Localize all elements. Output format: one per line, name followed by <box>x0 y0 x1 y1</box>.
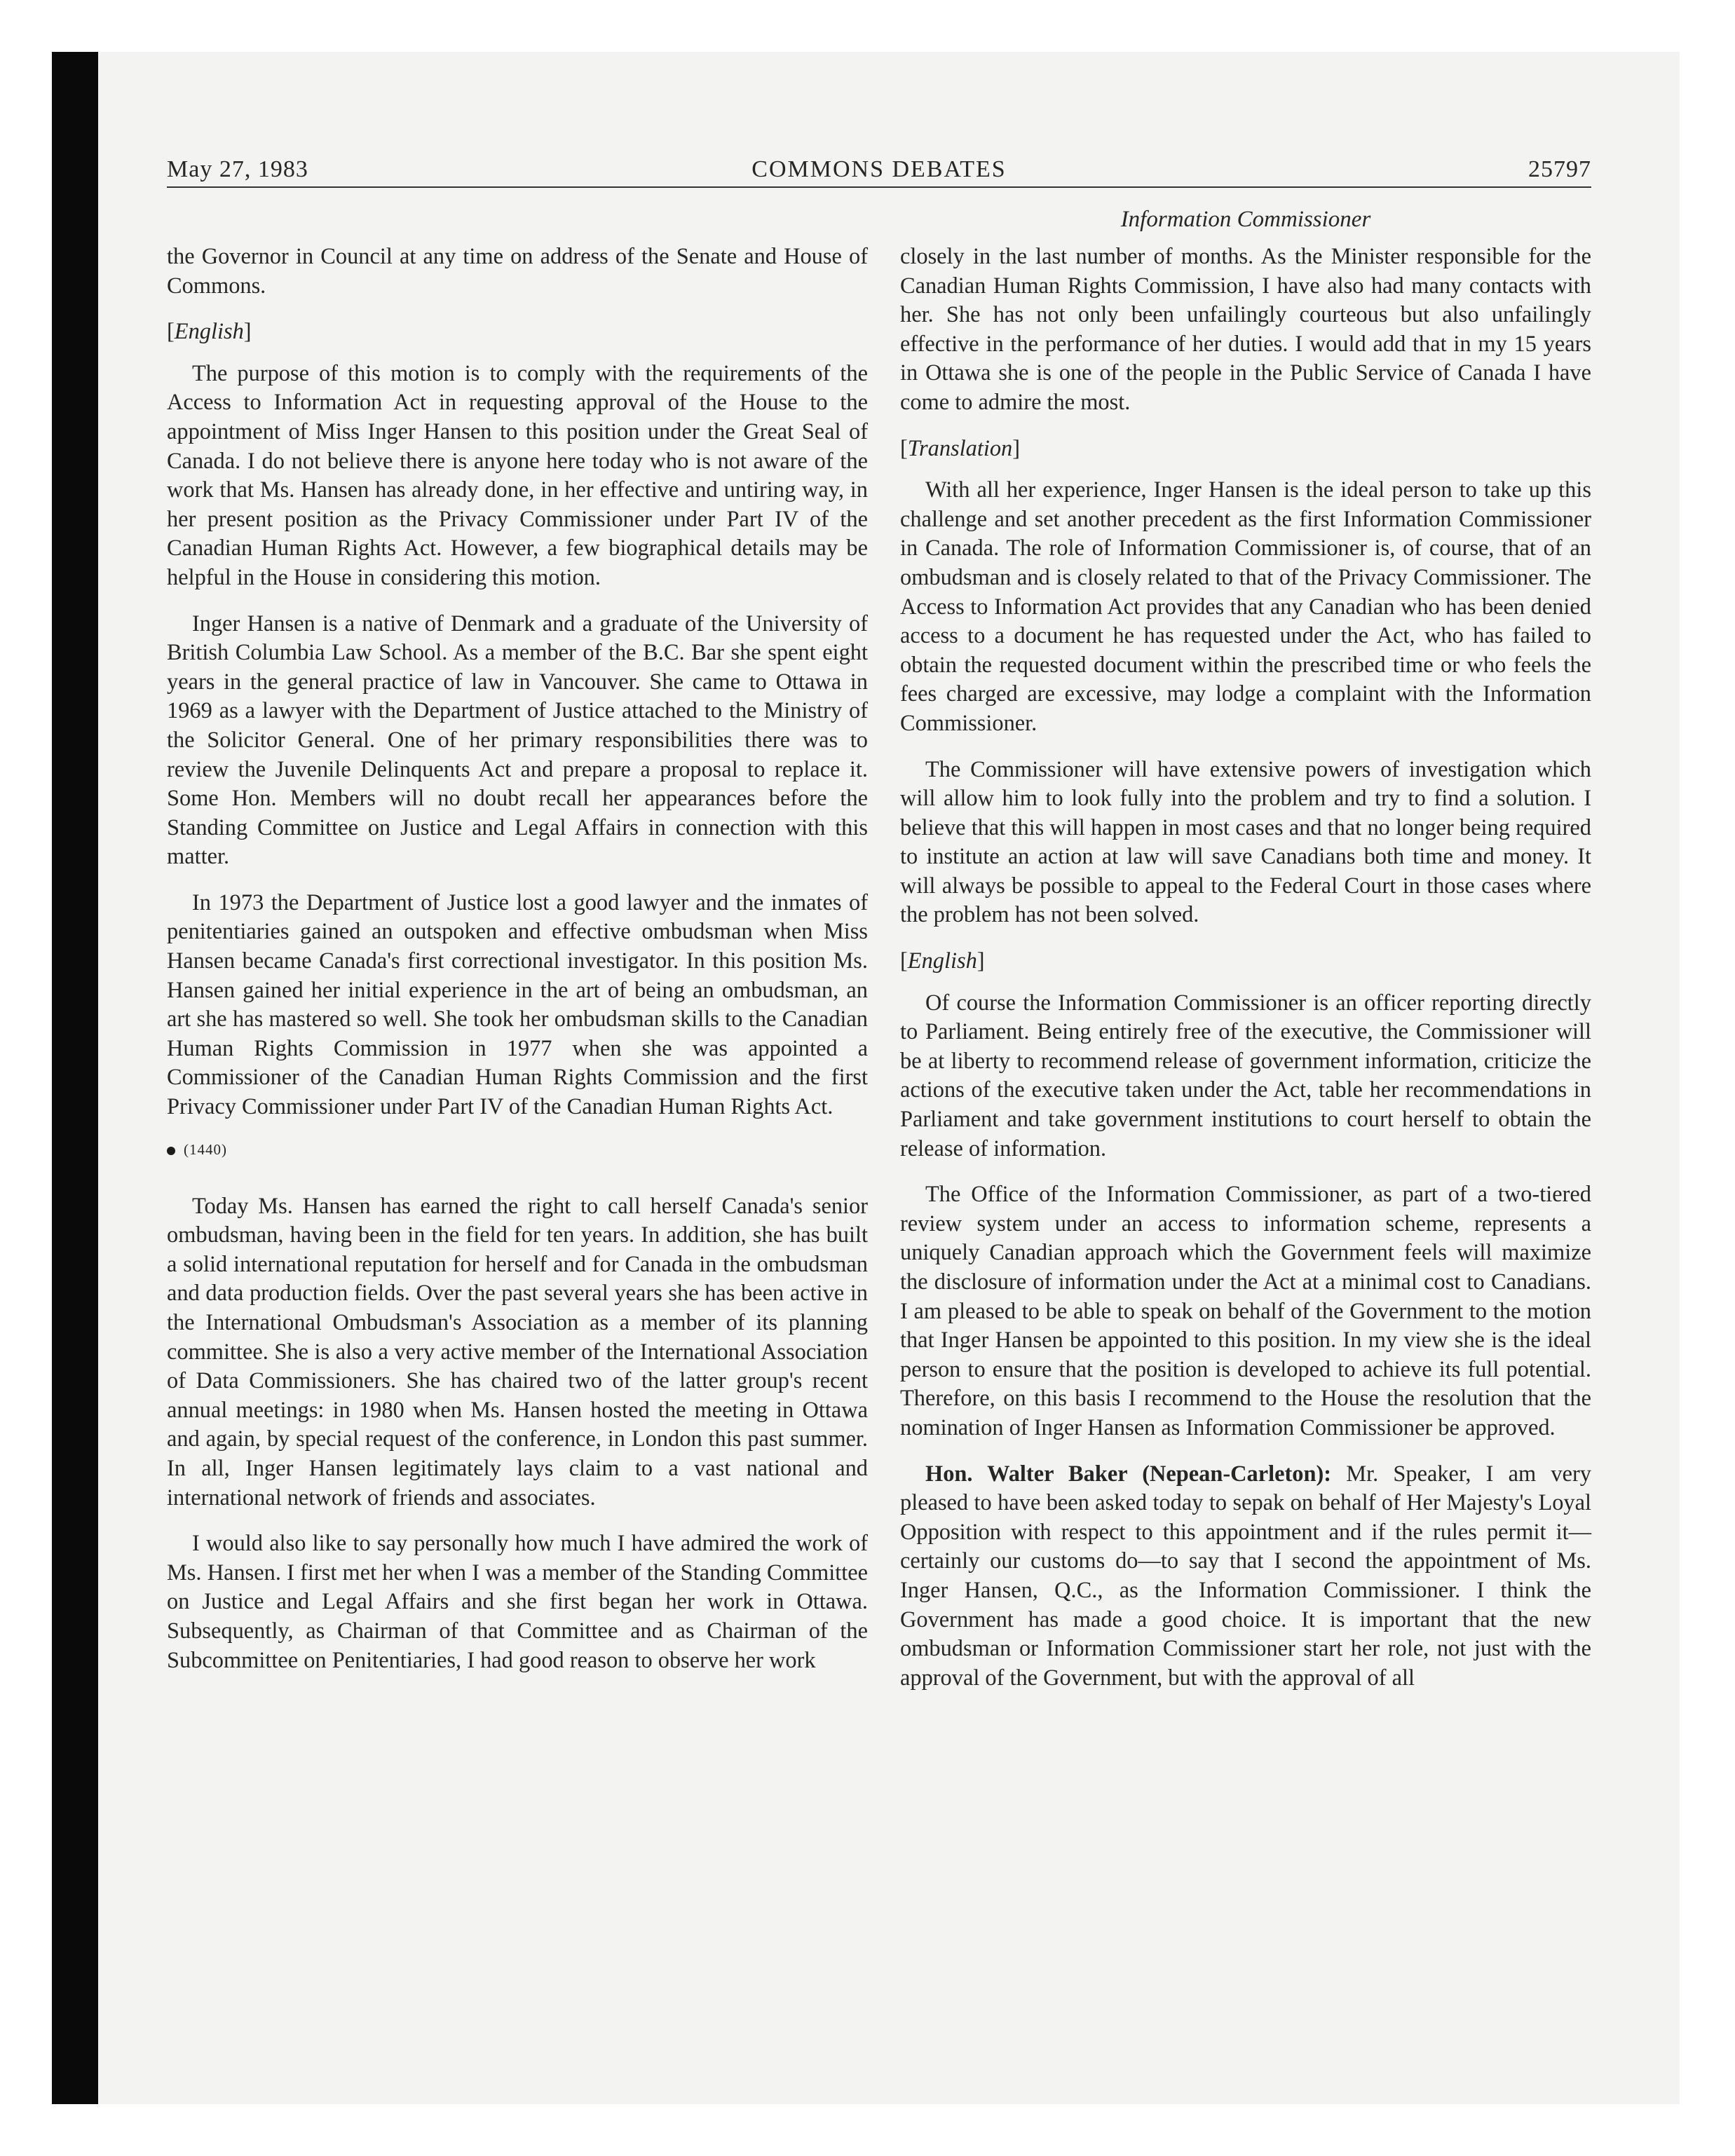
language-label: English <box>174 319 244 345</box>
scan-edge-shadow <box>52 52 98 2104</box>
time-marker-label: (1440) <box>184 1140 227 1158</box>
page-number: 25797 <box>1528 156 1591 182</box>
speech-paragraph <box>900 1460 1591 1693</box>
paragraph: Today Ms. Hansen has earned the right to call herself Canada's senior ombudsman, having been in the field for ten years. In addition, she has built a solid international reputation for herself and for Canada in the ombudsman and data production fields. Over the past several years she has been active in the International Ombudsman's Association as a member of its planning committee. She is also a very active member of the International Association of Data Commissioners. She has chaired two of the latter group's recent annual meetings: in 1980 when Ms. Hansen hosted the meeting in Ottawa and again, by special request of the conference, in London this past summer. In all, Inger Hansen legitimately lays claim to a vast national and international network of friends and associates. <box>167 1193 868 1510</box>
running-header <box>167 151 1591 188</box>
paragraph: The purpose of this motion is to comply with the requirements of the Access to Information Act in requesting approval of the House to the appointment of Miss Inger Hansen to this position under the Great Seal of Canada. I do not believe there is anyone here today who is not aware of the work that Ms. Hansen has already done, in her effective and untiring way, in her present position as the Privacy Commissioner under Part IV of the Canadian Human Rights Act. However, a few biographical details may be helpful in the House in considering this motion. <box>167 360 868 590</box>
paragraph: The Office of the Information Commissioner, as part of a two-tiered review system under an access to information scheme, represents a uniquely Canadian approach which the Government feels will maximize the disclosure of information under the Act at a minimal cost to Canadians. I am pleased to be able to speak on behalf of the Government to the motion that Inger Hansen be appointed to this position. In my view she is the ideal person to ensure that the position is developed to achieve its full potential. Therefore, on this basis I recommend to the House the resolution that the nomination of Inger Hansen as Information Commissioner be approved. <box>900 1182 1591 1440</box>
bullet-dot-icon <box>167 1147 175 1155</box>
speech-text: Mr. Speaker, I am very pleased to have been asked today to sepak on behalf of Her Majesty's Loyal Opposition with respect to this appointment and if the rules permit it—certainly our customs do—to say that I second the appointment of Ms. Inger Hansen, Q.C., as the Information Commissioner. I think the Government has made a good choice. It is important that the new ombudsman or Information Commissioner start her role, not just with the approval of the Government, but with the approval of all <box>900 1461 1591 1691</box>
right-column <box>900 243 1591 1710</box>
paragraph: Inger Hansen is a native of Denmark and a graduate of the University of British Columbia Law School. As a member of the B.C. Bar she spent eight years in the general practice of law in Vancouver. She came to Ottawa in 1969 as a lawyer with the Department of Justice attached to the Ministry of the Solicitor General. One of her primary responsibilities there was to review the Juvenile Delinquents Act and prepare a proposal to replace it. Some Hon. Members will no doubt recall her appearances before the Standing Committee on Justice and Legal Affairs in connection with this matter. <box>167 610 868 870</box>
paragraph: closely in the last number of months. As the Minister responsible for the Canadian Human Rights Commission, I have also had many contacts with her. She has not only been unfailingly courteous but also unfailingly effective in the performance of her duties. I would add that in my 15 years in Ottawa she is one of the people in the Public Service of Canada I have come to admire the most. <box>900 244 1591 415</box>
language-label: Translation <box>907 435 1013 461</box>
paragraph: the Governor in Council at any time on address of the Senate and House of Commons. <box>167 244 868 299</box>
header-title: COMMONS DEBATES <box>751 156 1007 182</box>
header-date: May 27, 1983 <box>167 156 308 182</box>
language-marker: [Translation] <box>900 435 1021 461</box>
language-marker: [English] <box>167 319 252 345</box>
paragraph: I would also like to say personally how much I have admired the work of Ms. Hansen. I first met her when I was a member of the Standing Committee on Justice and Legal Affairs and she first began her work in Ottawa. Subsequently, as Chairman of that Committee and as Chairman of the Subcommittee on Penitentiaries, I had good reason to observe her work <box>167 1531 868 1673</box>
language-marker: [English] <box>900 948 985 974</box>
paragraph: The Commissioner will have extensive powers of investigation which will allow him to look fully into the problem and try to find a solution. I believe that this will happen in most cases and that no longer being required to institute an action at law will save Canadians both time and money. It will always be possible to appeal to the Federal Court in those cases where the problem has not been solved. <box>900 756 1591 928</box>
time-marker <box>167 1139 868 1160</box>
paragraph: With all her experience, Inger Hansen is the ideal person to take up this challenge and set another precedent as the first Information Commissioner in Canada. The role of Information Commissioner is, of course, that of an ombudsman and is closely related to that of the Privacy Commissioner. The Access to Information Act provides that any Canadian who has been denied access to a document he has requested under the Act, who has failed to obtain the requested document within the prescribed time or who feels the fees charged are excessive, may lodge a complaint with the Information Commissioner. <box>900 477 1591 736</box>
topic-heading: Information Commissioner <box>1120 207 1371 232</box>
paragraph: In 1973 the Department of Justice lost a good lawyer and the inmates of penitentiaries gained an outspoken and effective ombudsman when Miss Hansen became Canada's first correctional investigator. In this position Ms. Hansen gained her initial experience in the art of being an ombudsman, an art she has mastered so well. She took her ombudsman skills to the Canadian Human Rights Commission in 1977 when she was appointed a Commissioner of the Canadian Human Rights Commission and the first Privacy Commissioner under Part IV of the Canadian Human Rights Act. <box>167 889 868 1120</box>
left-column <box>167 243 868 1692</box>
language-label: English <box>907 948 977 974</box>
header-rule <box>167 186 1591 188</box>
paragraph: Of course the Information Commissioner is an officer reporting directly to Parliament. Being entirely free of the executive, the Commissioner will be at liberty to recommend release of government information, criticize the actions of the executive taken under the Act, table her recommendations in Parliament and take government institutions to court herself to obtain the release of information. <box>900 990 1591 1161</box>
speaker-name: Hon. Walter Baker (Nepean-Carleton): <box>925 1461 1332 1487</box>
